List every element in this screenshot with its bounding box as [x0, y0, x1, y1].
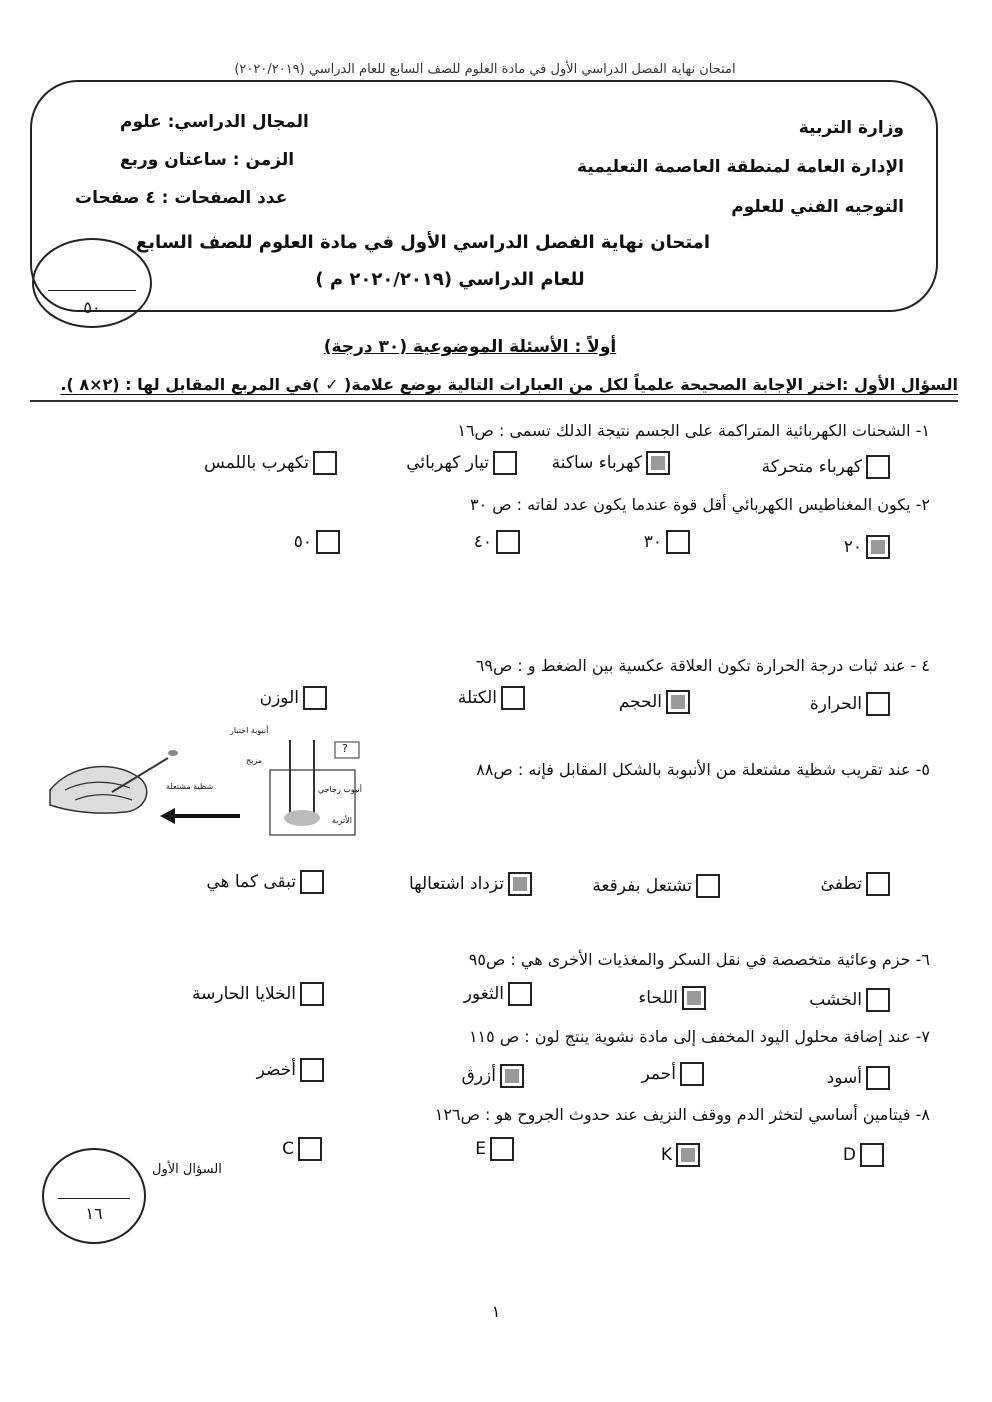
option-5-1[interactable]: تطفئ — [821, 872, 890, 896]
checkbox[interactable] — [866, 692, 890, 716]
checkbox[interactable] — [300, 870, 324, 894]
checkbox[interactable] — [696, 874, 720, 898]
option-6-4[interactable]: الخلايا الحارسة — [192, 982, 324, 1006]
label-bottom: الأتربة — [332, 816, 352, 825]
supervision: التوجيه الفني للعلوم — [731, 197, 904, 217]
subject: المجال الدراسي: علوم — [120, 112, 309, 132]
option-5-4[interactable]: تبقى كما هي — [206, 870, 324, 894]
page-number: ١ — [491, 1302, 501, 1321]
option-4-2[interactable]: الحجم — [619, 690, 690, 714]
option-1-2[interactable]: كهرباء ساكنة — [552, 451, 670, 475]
checkbox[interactable] — [313, 451, 337, 475]
checkbox-marked[interactable] — [646, 451, 670, 475]
checkbox-marked[interactable] — [500, 1064, 524, 1088]
question-5: ٥- عند تقريب شظية مشتعلة من الأنبوبة بالشكل المقابل فإنه : ص٨٨ — [476, 760, 930, 779]
option-2-1[interactable]: ٢٠ — [844, 535, 890, 559]
question-one-prompt: السؤال الأول :اختر الإجابة الصحيحة علمياً لكل من العبارات التالية بوضع علامة( ✓ )في المربع المقابل لها : (٢×٨ ). — [30, 375, 958, 402]
option-1-4[interactable]: تكهرب باللمس — [204, 451, 337, 475]
option-6-1[interactable]: الخشب — [809, 988, 890, 1012]
total-score: ٥٠ — [83, 298, 101, 317]
option-6-2[interactable]: اللحاء — [638, 986, 706, 1010]
question-7: ٧- عند إضافة محلول اليود المخفف إلى مادة نشوية ينتج لون : ص ١١٥ — [468, 1027, 930, 1046]
checkbox[interactable] — [300, 1058, 324, 1082]
option-4-1[interactable]: الحرارة — [810, 692, 890, 716]
checkbox[interactable] — [316, 530, 340, 554]
label-tube: أنبوبة اختبار — [230, 726, 269, 735]
checkbox[interactable] — [501, 686, 525, 710]
exam-time: الزمن : ساعتان وربع — [120, 150, 295, 170]
checkbox[interactable] — [866, 1066, 890, 1090]
option-7-1[interactable]: أسود — [827, 1066, 890, 1090]
option-4-4[interactable]: الوزن — [260, 686, 327, 710]
question-6: ٦- حزم وعائية متخصصة في نقل السكر والمغذيات الأخرى هي : ص٩٥ — [468, 950, 930, 969]
option-1-3[interactable]: تيار كهربائي — [406, 451, 517, 475]
checkbox[interactable] — [866, 988, 890, 1012]
option-8-4[interactable]: C — [282, 1137, 322, 1161]
checkbox-marked[interactable] — [676, 1143, 700, 1167]
checkbox[interactable] — [866, 872, 890, 896]
label-side: مزيج — [246, 756, 263, 765]
option-5-2[interactable]: تشتعل بفرقعة — [592, 874, 720, 898]
checkbox[interactable] — [493, 451, 517, 475]
district: الإدارة العامة لمنطقة العاصمة التعليمية — [577, 157, 904, 177]
checkbox-marked[interactable] — [666, 690, 690, 714]
question-one-score-label: السؤال الأول — [152, 1162, 222, 1177]
option-2-4[interactable]: ٥٠ — [294, 530, 340, 554]
question-one-score-circle — [42, 1148, 146, 1244]
option-8-3[interactable]: E — [475, 1137, 514, 1161]
checkbox[interactable] — [666, 530, 690, 554]
ministry: وزارة التربية — [798, 118, 904, 138]
option-1-1[interactable]: كهرباء متحركة — [762, 455, 890, 479]
test-tube-figure — [40, 726, 370, 850]
checkbox[interactable] — [300, 982, 324, 1006]
label-question-mark: ? — [342, 742, 348, 755]
checkbox[interactable] — [298, 1137, 322, 1161]
option-6-3[interactable]: الثغور — [464, 982, 532, 1006]
question-4: ٤ - عند ثبات درجة الحرارة تكون العلاقة عكسية بين الضغط و : ص٦٩ — [475, 656, 930, 675]
exam-year: للعام الدراسي (٢٠٢٠/٢٠١٩ م ) — [315, 269, 585, 290]
option-8-2[interactable]: K — [661, 1143, 700, 1167]
label-flask: أنبوب زجاجي — [318, 785, 362, 794]
option-8-1[interactable]: D — [843, 1143, 884, 1167]
question-8: ٨- فيتامين أساسي لتخثر الدم ووقف النزيف عند حدوث الجروح هو : ص١٢٦ — [434, 1105, 930, 1124]
option-4-3[interactable]: الكتلة — [458, 686, 525, 710]
checkbox[interactable] — [303, 686, 327, 710]
option-7-4[interactable]: أخضر — [257, 1058, 324, 1082]
option-7-3[interactable]: أزرق — [462, 1064, 524, 1088]
label-splint: شظية مشتعلة — [166, 782, 214, 791]
checkbox[interactable] — [860, 1143, 884, 1167]
checkbox-marked[interactable] — [866, 535, 890, 559]
checkbox[interactable] — [496, 530, 520, 554]
question-2: ٢- يكون المغناطيس الكهربائي أقل قوة عندما يكون عدد لفاته : ص ٣٠ — [469, 495, 930, 514]
option-5-3[interactable]: تزداد اشتعالها — [409, 872, 532, 896]
checkbox[interactable] — [490, 1137, 514, 1161]
checkbox[interactable] — [866, 455, 890, 479]
question-one-score: ١٦ — [85, 1204, 103, 1223]
checkbox-marked[interactable] — [682, 986, 706, 1010]
checkbox[interactable] — [508, 982, 532, 1006]
option-2-2[interactable]: ٣٠ — [644, 530, 690, 554]
page-count: عدد الصفحات : ٤ صفحات — [75, 188, 288, 208]
total-score-circle — [32, 238, 152, 328]
top-caption: امتحان نهاية الفصل الدراسي الأول في مادة العلوم للصف السابع للعام الدراسي (٢٠٢٠/٢٠١٩) — [234, 62, 736, 77]
exam-title: امتحان نهاية الفصل الدراسي الأول في مادة العلوم للصف السابع — [135, 232, 710, 253]
option-2-3[interactable]: ٤٠ — [474, 530, 520, 554]
section-title: أولاً : الأسئلة الموضوعية (٣٠ درجة) — [323, 337, 617, 357]
question-1: ١- الشحنات الكهربائية المتراكمة على الجسم نتيجة الدلك تسمى : ص١٦ — [457, 421, 930, 440]
option-7-2[interactable]: أحمر — [642, 1062, 704, 1086]
checkbox-marked[interactable] — [508, 872, 532, 896]
checkbox[interactable] — [680, 1062, 704, 1086]
